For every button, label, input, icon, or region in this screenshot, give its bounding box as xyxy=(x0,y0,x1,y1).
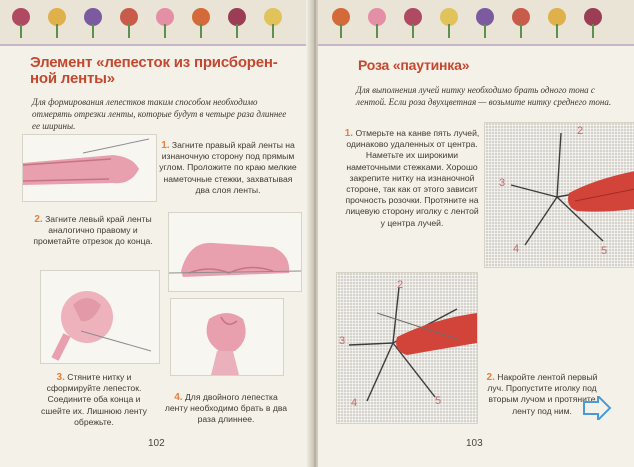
ray-label-5: 5 xyxy=(601,245,608,257)
ribbon-photo-2 xyxy=(168,212,302,292)
ray-label-5: 5 xyxy=(435,395,442,407)
ray-label-3: 3 xyxy=(499,177,506,189)
floral-border xyxy=(0,0,314,46)
page-number-right: 103 xyxy=(466,438,483,449)
left-intro: Для формирования лепестков таким способом необходимо отмерять отрезки ленты, которые будут в четыре раза длиннее ее ширины. xyxy=(32,97,287,131)
ray-label-2: 2 xyxy=(397,279,404,291)
left-step-4: 4. Для двойного лепестка ленту необходимо брать в два раза длиннее. xyxy=(164,392,288,425)
canvas-photo-2 xyxy=(336,272,478,424)
right-page xyxy=(318,0,634,467)
ribbon-photo-3 xyxy=(40,270,160,364)
left-step-2: 2. Загните левый край ленты аналогично правому и прометайте отрезок до конца. xyxy=(33,214,153,247)
right-step-1: 1. Отмерьте на канве пять лучей, одинаково удаленных от центра. Наметьте их широкими наметочными стежками. Хорошо закрепите нитку на изнаночной стороне, так как от этого зависит прочность розочки. Протяните на лицевую сторону иголку с лентой у центра лучей. xyxy=(344,128,480,228)
next-arrow-icon[interactable] xyxy=(582,396,612,425)
ribbon-photo-4 xyxy=(170,298,284,376)
left-page xyxy=(0,0,314,467)
ray-label-4: 4 xyxy=(513,243,520,255)
left-page-title: Элемент «лепесток из присборен- ной ленты» xyxy=(30,54,278,87)
floral-border xyxy=(318,0,634,46)
canvas-photo-1 xyxy=(484,122,634,268)
ray-label-2: 2 xyxy=(577,125,584,137)
left-step-3: 3. Стяните нитку и сформируйте лепесток. Соедините оба конца и сшейте их. Лишнюю ленту обрежьте. xyxy=(41,372,147,427)
ribbon-photo-1 xyxy=(22,134,157,202)
ray-label-3: 3 xyxy=(339,335,346,347)
right-page-title: Роза «паутинка» xyxy=(358,57,470,73)
right-intro: Для выполнения лучей нитку необходимо брать одного тона с лентой. Если роза двухцветная — возьмите нитку среднего тона. xyxy=(356,85,612,107)
page-number-left: 102 xyxy=(148,438,165,449)
right-step-2: 2. Накройте лентой первый луч. Пропустите иголку под вторым лучом и протяните ленту под ним. xyxy=(486,372,598,416)
left-step-1: 1. Загните правый край ленты на изнаночную сторону под прямым углом. Проложите по краю мелкие наметочные стежки, захватывая два слоя ленты. xyxy=(159,140,297,195)
ray-label-4: 4 xyxy=(351,397,358,409)
